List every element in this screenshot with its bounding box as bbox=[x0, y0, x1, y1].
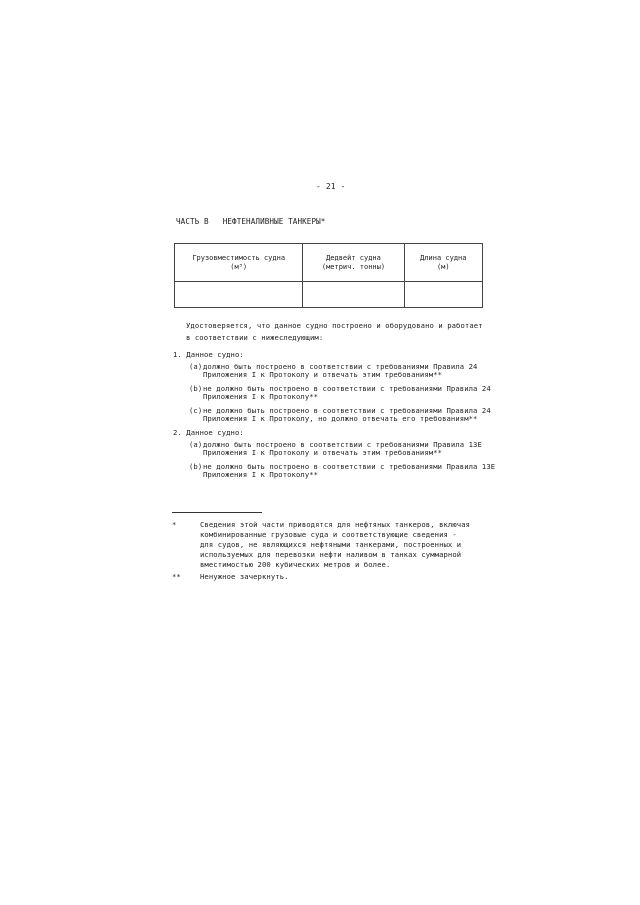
footnote-1-line: для судов, не являющихся нефтяными танкерами, построенных и bbox=[200, 540, 462, 549]
footnote-1-line: вместимостью 200 кубических метров и более. bbox=[200, 560, 391, 569]
section1-item-c-marker: (c) bbox=[189, 406, 203, 415]
section2-item-b-marker: (b) bbox=[189, 462, 203, 471]
section1-item-a-marker: (a) bbox=[189, 362, 203, 371]
cell-cargo-capacity[interactable] bbox=[175, 282, 303, 308]
footnote-divider bbox=[172, 512, 262, 513]
header-deadweight: Дедвейт судна (метрич. тонны) bbox=[303, 244, 404, 282]
header-length: Длина судна (м) bbox=[404, 244, 482, 282]
part-heading bbox=[176, 217, 325, 226]
cell-deadweight[interactable] bbox=[303, 282, 404, 308]
section1-item-c-line1: не должно быть построено в соответствии с требованиями Правила 24 bbox=[203, 406, 491, 415]
section1-item-b-line1: не должно быть построено в соответствии с требованиями Правила 24 bbox=[203, 384, 491, 393]
section2-item-b-line1: не должно быть построено в соответствии с требованиями Правила 13Е bbox=[203, 462, 496, 471]
table-header-row bbox=[175, 244, 483, 282]
section1-heading: 1. Данное судно: bbox=[173, 350, 244, 359]
section1-item-b-line2: Приложения I к Протоколу** bbox=[203, 392, 319, 401]
section2-item-a-line2: Приложения I к Протоколу и отвечать этим требованиям** bbox=[203, 448, 443, 457]
certify-line-1: Удостоверяется, что данное судно построено и оборудовано и работает bbox=[186, 321, 483, 330]
table-row bbox=[175, 282, 483, 308]
section2-item-a-marker: (a) bbox=[189, 440, 203, 449]
vessel-particulars-table bbox=[174, 243, 483, 308]
certify-line-2: в соответствии с нижеследующим: bbox=[186, 333, 324, 342]
footnote-1-line: комбинированные грузовые суда и соответствующие сведения - bbox=[200, 530, 457, 539]
cell-length[interactable] bbox=[404, 282, 482, 308]
part-label: ЧАСТЬ В bbox=[176, 217, 209, 226]
section1-item-a-line1: должно быть построено в соответствии с требованиями Правила 24 bbox=[203, 362, 478, 371]
header-cargo-capacity: Грузовместимость судна (м³) bbox=[175, 244, 303, 282]
section1-item-a-line2: Приложения I к Протоколу и отвечать этим требованиям** bbox=[203, 370, 443, 379]
section2-heading: 2. Данное судно: bbox=[173, 428, 244, 437]
section2-item-a-line1: должно быть построено в соответствии с требованиями Правила 13Е bbox=[203, 440, 482, 449]
part-title: НЕФТЕНАЛИВНЫЕ ТАНКЕРЫ* bbox=[222, 217, 326, 226]
footnote-1-line: используемых для перевозки нефти наливом в танках суммарной bbox=[200, 550, 462, 559]
page-number: - 21 - bbox=[316, 182, 346, 191]
section2-item-b-line2: Приложения I к Протоколу** bbox=[203, 470, 319, 479]
footnote-1-line: Сведения этой части приводятся для нефтяных танкеров, включая bbox=[200, 520, 471, 529]
section1-item-b-marker: (b) bbox=[189, 384, 203, 393]
section1-item-c-line2: Приложения I к Протоколу, но должно отвечать его требованиям** bbox=[203, 414, 478, 423]
footnote-2-text: Ненужное зачеркнуть. bbox=[200, 572, 289, 581]
footnote-1-mark: * bbox=[172, 520, 177, 529]
footnote-2-mark: ** bbox=[172, 572, 181, 581]
